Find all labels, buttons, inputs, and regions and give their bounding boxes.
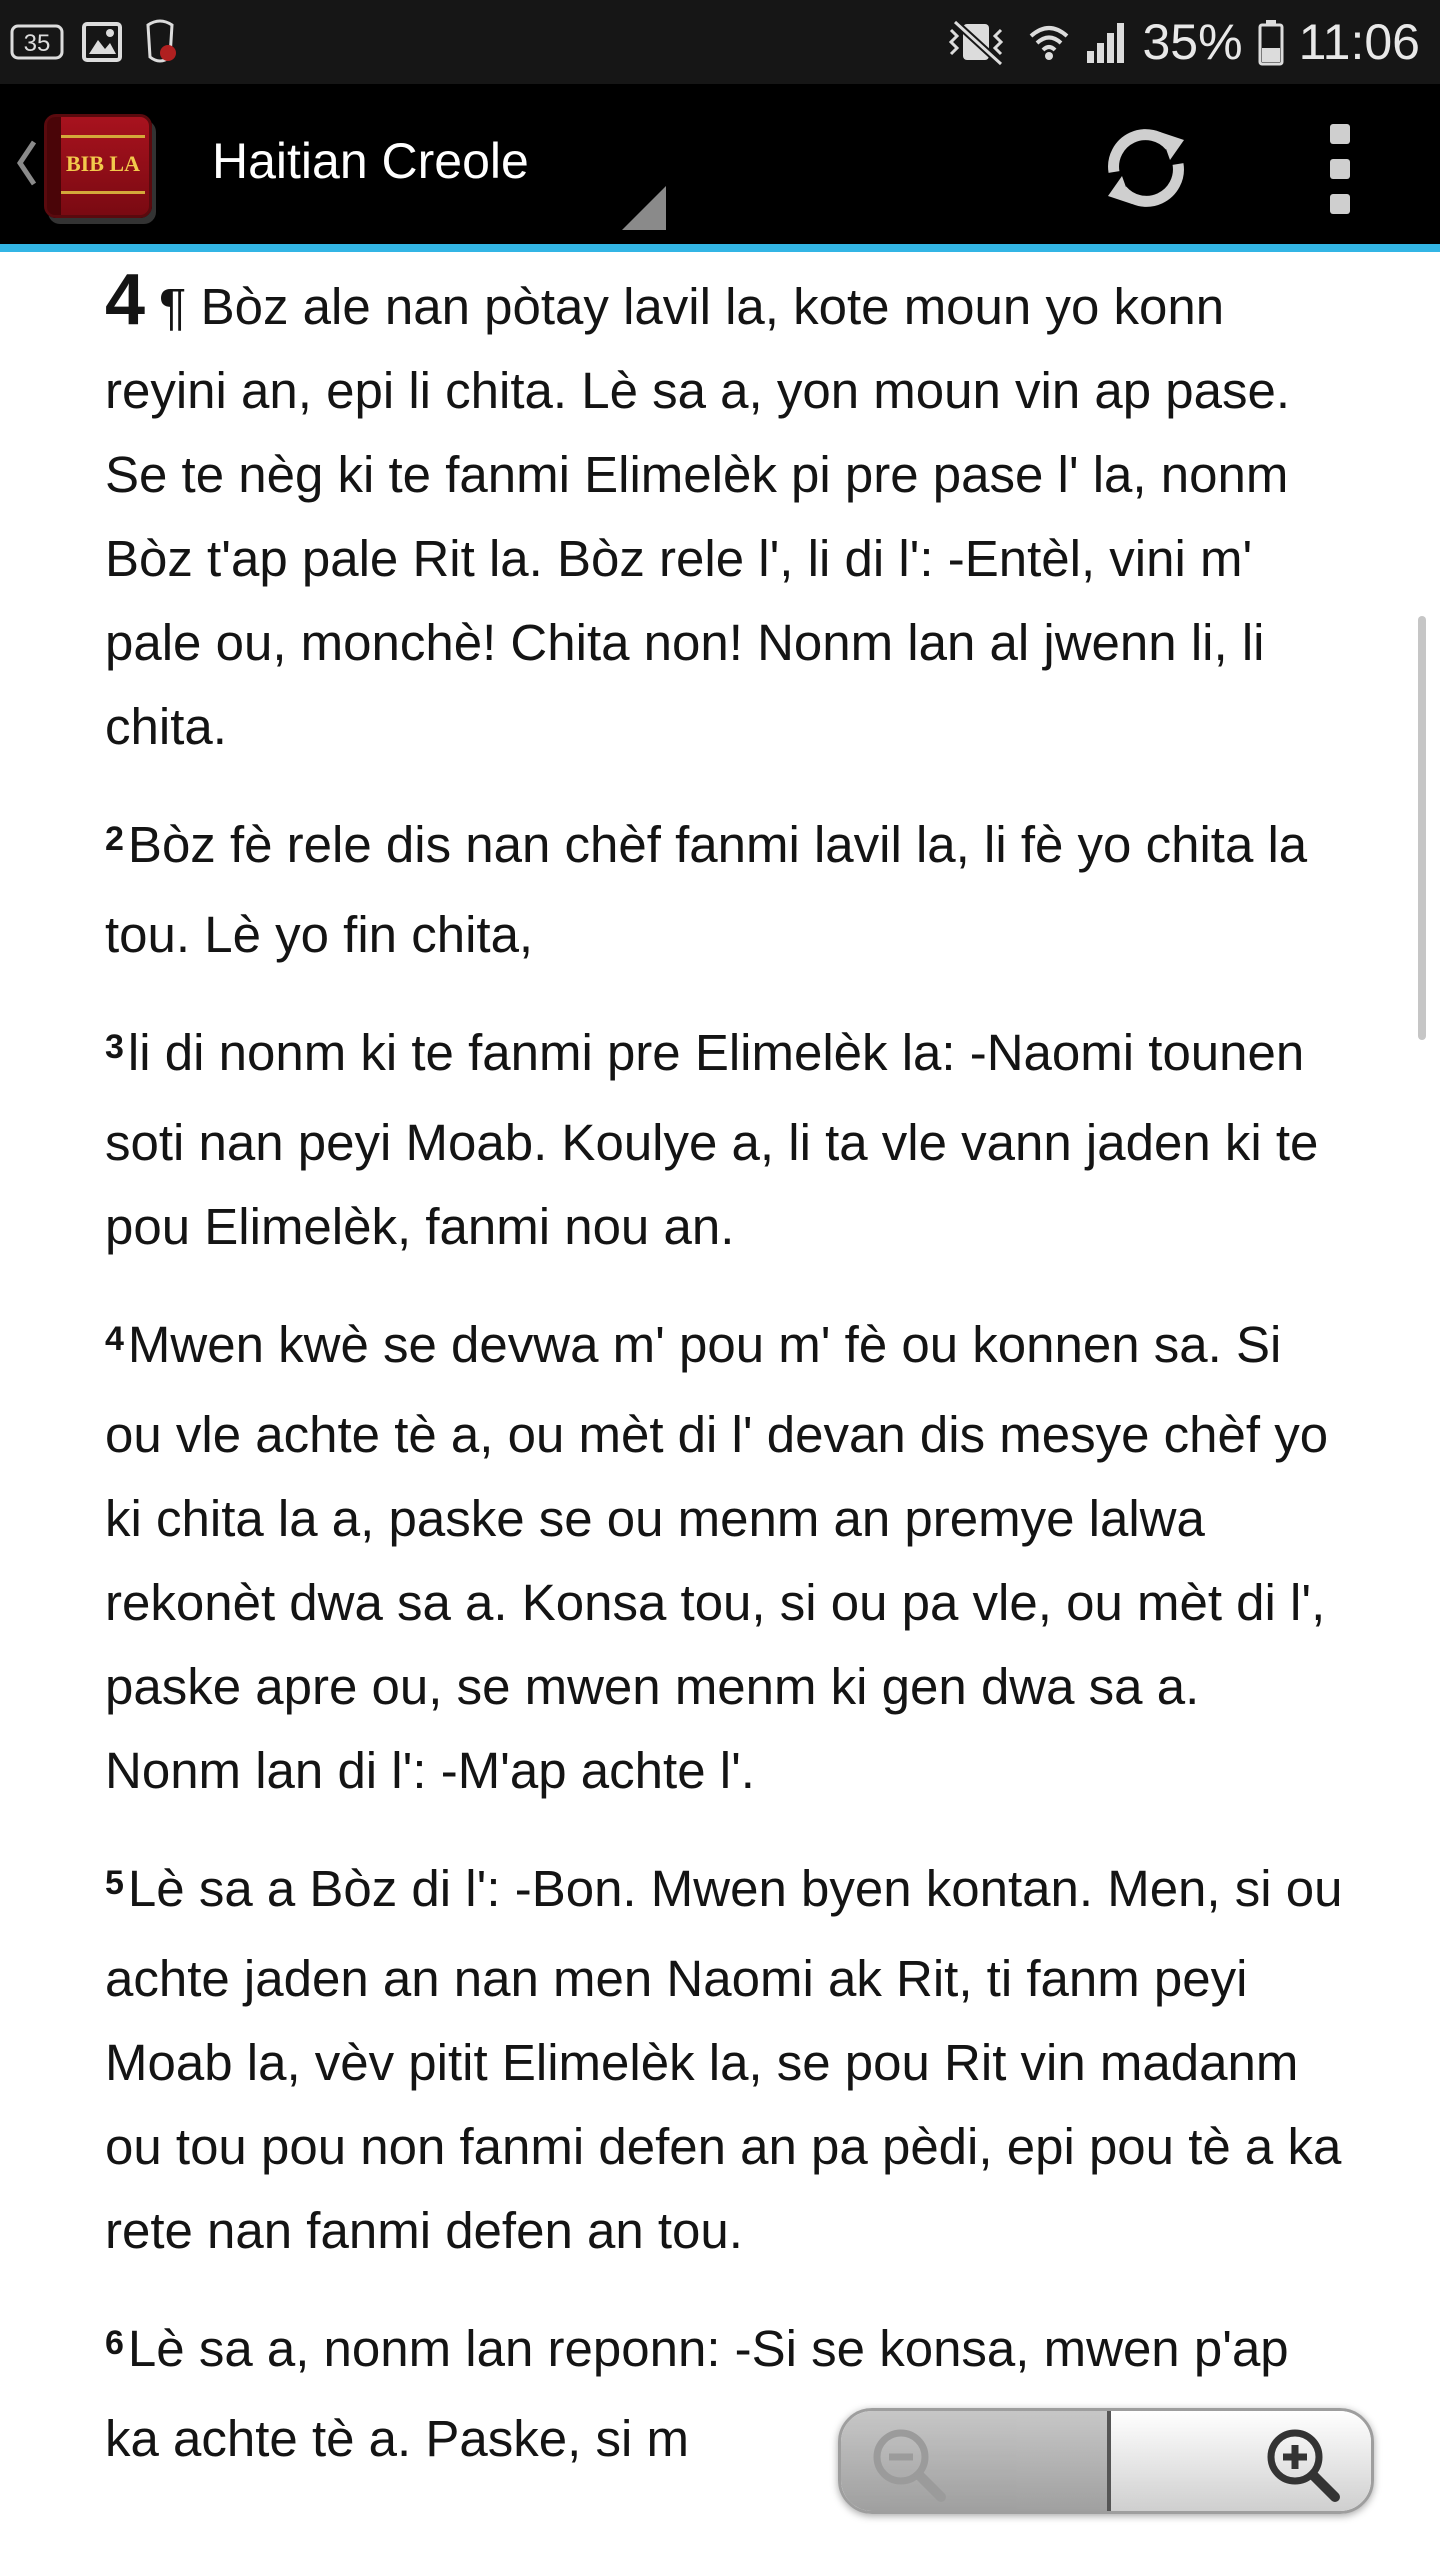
- language-selector-title[interactable]: Haitian Creole: [212, 133, 529, 189]
- signal-icon: [1085, 19, 1129, 65]
- battery-icon: [1257, 18, 1285, 66]
- verse-2: [105, 803, 1345, 977]
- refresh-icon[interactable]: [1100, 122, 1192, 214]
- app-logo-text: BIB LA: [66, 151, 140, 176]
- back-icon[interactable]: [14, 138, 38, 188]
- verse-1: [105, 258, 1345, 769]
- zoom-in-icon: [1259, 2421, 1349, 2511]
- vibrate-mute-icon: [941, 18, 1013, 66]
- verse-number: 2: [105, 820, 124, 858]
- verse-number: 3: [105, 1028, 124, 1066]
- chapter-text[interactable]: [105, 252, 1345, 2560]
- dropdown-indicator-icon[interactable]: [622, 186, 666, 230]
- zoom-control: [838, 2408, 1374, 2514]
- chapter-number: 4: [105, 260, 146, 340]
- verse-text: Lè sa a Bòz di l': -Bon. Mwen byen kontan. Men, si ou achte jaden an nan men Naomi ak Rit, ti fanm peyi Moab la, vèv pitit Elimelèk la, se pou Rit vin madanm ou tou pou non fanmi defen an pa pèdi, epi pou tè a ka rete nan fanmi defen an tou.: [105, 1860, 1343, 2259]
- badge-count: 35: [23, 30, 51, 57]
- action-bar: [0, 84, 1440, 244]
- verse-text: ¶ Bòz ale nan pòtay lavil la, kote moun yo konn reyini an, epi li chita. Lè sa a, yon moun vin ap pase. Se te nèg ki te fanmi Elimelèk pi pre pase l' la, nonm Bòz t'ap pale Rit la. Bòz rele l', li di l': -Entèl, vini m' pale ou, monchè! Chita non! Nonm lan al jwenn li, li chita.: [105, 278, 1291, 755]
- scrollbar[interactable]: [1418, 616, 1426, 1040]
- zoom-in-button[interactable]: [1111, 2411, 1371, 2511]
- action-bar-accent-line: [0, 244, 1440, 252]
- verse-text: Mwen kwè se devwa m' pou m' fè ou konnen sa. Si ou vle achte tè a, ou mèt di l' devan dis mesye chèf yo ki chita la a, paske se ou menm an premye lalwa rekonèt dwa sa a. Konsa tou, si ou pa vle, ou mèt di l', paske apre ou, se mwen menm ki gen dwa sa a. Nonm lan di l': -M'ap achte l'.: [105, 1316, 1329, 1799]
- verse-number: 6: [105, 2324, 124, 2362]
- zoom-out-icon: [865, 2421, 955, 2511]
- status-bar: [0, 0, 1440, 84]
- app-logo[interactable]: [44, 114, 152, 218]
- badge-icon: [10, 22, 64, 62]
- image-icon: [82, 22, 122, 62]
- verse-5: [105, 1847, 1345, 2273]
- verse-text: Lè sa a, nonm lan reponn: -Si se konsa, mwen p'ap ka achte tè a. Paske, si m: [105, 2320, 1289, 2467]
- clock: 11:06: [1298, 14, 1420, 70]
- overflow-menu-icon[interactable]: [1320, 124, 1360, 214]
- app-notification-icon: [140, 19, 180, 65]
- verse-number: 5: [105, 1864, 124, 1902]
- verse-3: [105, 1011, 1345, 1269]
- verse-text: Bòz fè rele dis nan chèf fanmi lavil la, li fè yo chita la tou. Lè yo fin chita,: [105, 816, 1308, 963]
- zoom-out-button[interactable]: [841, 2411, 1107, 2511]
- verse-number: 4: [105, 1320, 124, 1358]
- verse-4: [105, 1303, 1345, 1813]
- wifi-icon: [1027, 18, 1071, 66]
- verse-text: li di nonm ki te fanmi pre Elimelèk la: -Naomi tounen soti nan peyi Moab. Koulye a, li ta vle vann jaden ki te pou Elimelèk, fanmi nou an.: [105, 1024, 1319, 1255]
- battery-percent: 35%: [1142, 14, 1243, 70]
